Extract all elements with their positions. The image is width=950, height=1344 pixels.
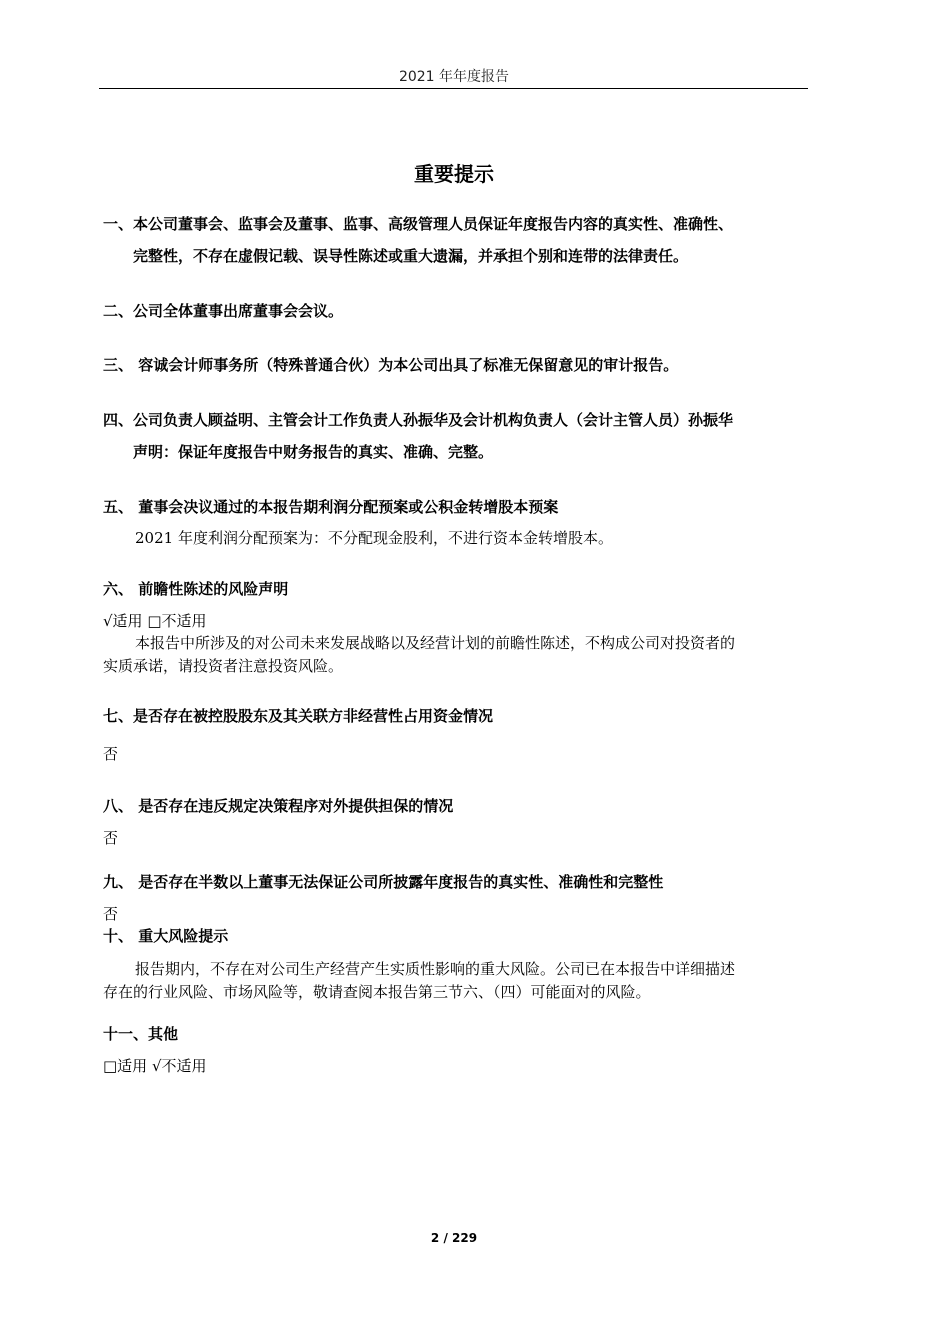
section-6-option: √适用 □不适用 [103,612,207,630]
section-4-line-2: 声明：保证年度报告中财务报告的真实、准确、完整。 [133,443,494,461]
section-8-answer: 否 [103,829,119,847]
section-8-heading: 八、 是否存在违反规定决策程序对外提供担保的情况 [103,797,454,815]
section-9-answer: 否 [103,905,119,923]
section-11-heading: 十一、其他 [103,1025,179,1043]
section-10-heading: 十、 重大风险提示 [103,927,229,945]
section-10-body-line-1: 报告期内，不存在对公司生产经营产生实质性影响的重大风险。公司已在本报告中详细描述 [135,960,736,978]
section-5-heading: 五、 董事会决议通过的本报告期利润分配预案或公积金转增股本预案 [103,498,559,516]
section-4-line-1: 四、公司负责人顾益明、主管会计工作负责人孙振华及会计机构负责人（会计主管人员）孙振华 [103,411,734,429]
section-11-option: □适用 √不适用 [103,1057,207,1075]
section-1-line-1: 一、本公司董事会、监事会及董事、监事、高级管理人员保证年度报告内容的真实性、准确性、 [103,215,734,233]
section-5-body: 2021 年度利润分配预案为：不分配现金股利，不进行资本金转增股本。 [135,529,613,547]
section-6-heading: 六、 前瞻性陈述的风险声明 [103,580,289,598]
section-6-body-line-1: 本报告中所涉及的对公司未来发展战略以及经营计划的前瞻性陈述，不构成公司对投资者的 [135,634,736,652]
section-7-heading: 七、是否存在被控股股东及其关联方非经营性占用资金情况 [103,707,494,725]
section-10-body-line-2: 存在的行业风险、市场风险等，敬请查阅本报告第三节六、（四）可能面对的风险。 [103,983,651,1001]
section-3: 三、 容诚会计师事务所（特殊普通合伙）为本公司出具了标准无保留意见的审计报告。 [103,356,679,374]
section-2: 二、公司全体董事出席董事会会议。 [103,302,344,320]
section-9-heading: 九、 是否存在半数以上董事无法保证公司所披露年度报告的真实性、准确性和完整性 [103,873,664,891]
running-header: 2021 年年度报告 [398,69,510,85]
section-6-body-line-2: 实质承诺，请投资者注意投资风险。 [103,657,344,675]
section-7-answer: 否 [103,745,119,763]
header-rule [99,88,808,89]
section-1-line-2: 完整性，不存在虚假记载、误导性陈述或重大遗漏，并承担个别和连带的法律责任。 [133,247,689,265]
page-number: 2 / 229 [430,1231,478,1245]
page-title: 重要提示 [414,162,494,186]
